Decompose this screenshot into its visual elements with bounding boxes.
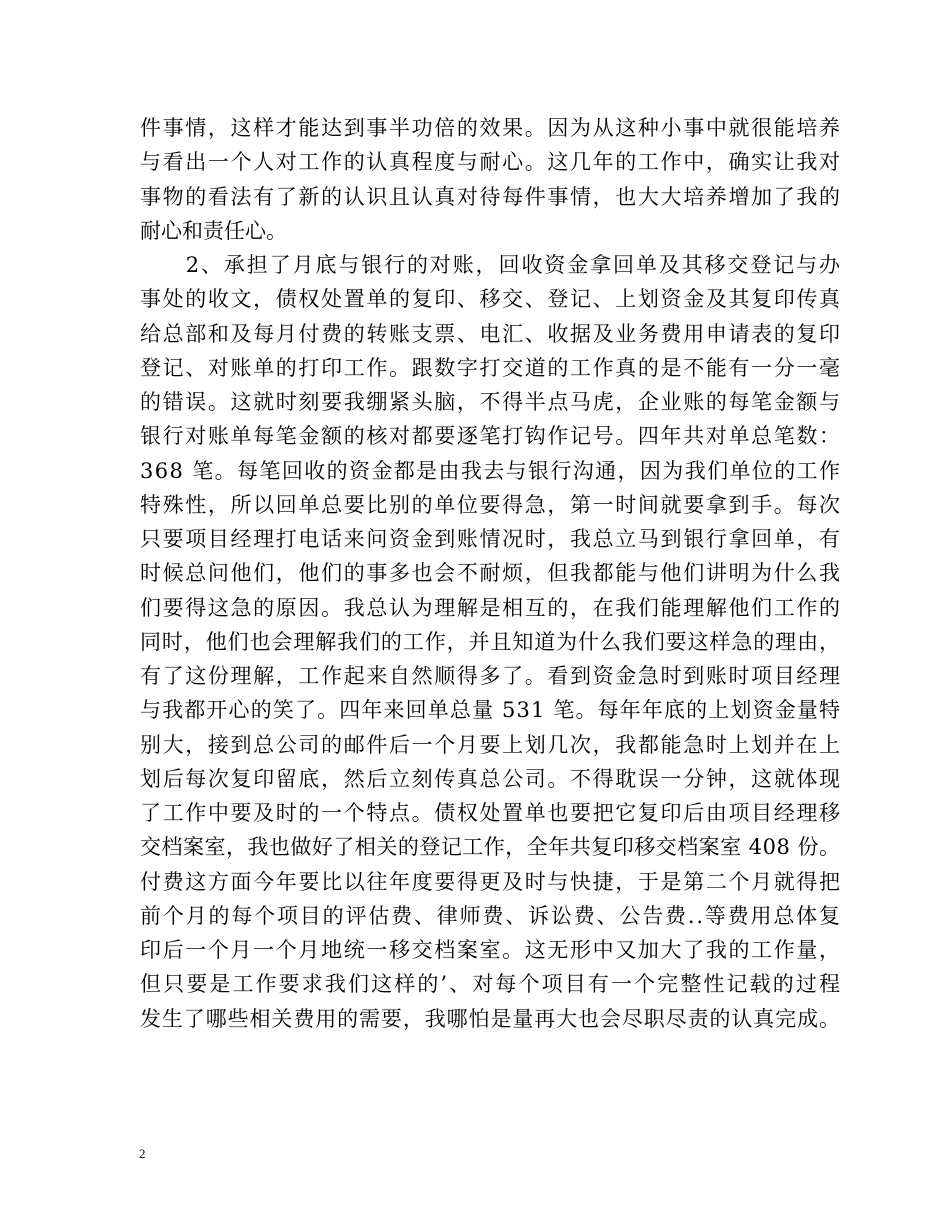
text-line: 别大，接到总公司的邮件后一个月要上划几次，我都能急时上划并在上 bbox=[140, 732, 842, 757]
text-line: 但只要是工作要求我们这样的’、对每个项目有一个完整性记载的过程 bbox=[140, 972, 843, 997]
text-line: 发生了哪些相关费用的需要，我哪怕是量再大也会尽职尽责的认真完成。 bbox=[140, 1006, 841, 1031]
text-line: 同时，他们也会理解我们的工作，并且知道为什么我们要这样急的理由， bbox=[140, 629, 841, 654]
text-line: 的错误。这就时刻要我绷紧头脑，不得半点马虎，企业账的每笔金额与 bbox=[140, 390, 842, 414]
text-line: 们要得这急的原因。我总认为理解是相互的，在我们能理解他们工作的 bbox=[140, 595, 842, 620]
text-line: 与看出一个人对工作的认真程度与耐心。这几年的工作中，确实让我对 bbox=[140, 150, 842, 175]
text-line: 银行对账单每笔金额的核对都要逐笔打钩作记号。四年共对单总笔数： bbox=[140, 424, 842, 449]
text-line: 了工作中要及时的一个特点。债权处置单也要把它复印后由项目经理移 bbox=[140, 801, 842, 825]
text-line: 耐心和责任心。 bbox=[140, 218, 287, 243]
text-line: 只要项目经理打电话来问资金到账情况时，我总立马到银行拿回单，有 bbox=[140, 527, 842, 551]
text-line: 有了这份理解，工作起来自然顺得多了。看到资金急时到账时项目经理 bbox=[140, 664, 842, 688]
text-line: 事物的看法有了新的认识且认真对待每件事情，也大大培养增加了我的 bbox=[140, 184, 842, 209]
page-number: 2 bbox=[139, 1146, 146, 1161]
text-line: 印后一个月一个月地统一移交档案室。这无形中又加大了我的工作量， bbox=[140, 938, 842, 962]
text-line: 登记、对账单的打印工作。跟数字打交道的工作真的是不能有一分一毫 bbox=[140, 355, 842, 380]
text-line: 时候总问他们，他们的事多也会不耐烦，但我都能与他们讲明为什么我 bbox=[140, 561, 842, 586]
text-line: 前个月的每个项目的评估费、律师费、诉讼费、公告费..等费用总体复 bbox=[140, 903, 842, 928]
text-line: 368 笔。每笔回收的资金都是由我去与银行沟通，因为我们单位的工作 bbox=[140, 458, 842, 483]
text-line: 付费这方面今年要比以往年度要得更及时与快捷，于是第二个月就得把 bbox=[140, 869, 842, 894]
text-line: 事处的收文，债权处置单的复印、移交、登记、上划资金及其复印传真 bbox=[140, 287, 842, 312]
text-line: 件事情，这样才能达到事半功倍的效果。因为从这种小事中就很能培养 bbox=[140, 116, 842, 140]
text-line: 特殊性，所以回单总要比别的单位要得急，第一时间就要拿到手。每次 bbox=[140, 492, 842, 517]
text-line: 交档案室，我也做好了相关的登记工作，全年共复印移交档案室 408 份。 bbox=[140, 835, 841, 860]
text-line: 与我都开心的笑了。四年来回单总量 531 笔。每年年底的上划资金量特 bbox=[140, 698, 842, 723]
text-line: 划后每次复印留底，然后立刻传真总公司。不得耽误一分钟，这就体现 bbox=[140, 766, 842, 791]
text-line: 2、承担了月底与银行的对账，回收资金拿回单及其移交登记与办 bbox=[140, 253, 842, 277]
text-line: 给总部和及每月付费的转账支票、电汇、收据及业务费用申请表的复印 bbox=[140, 321, 842, 346]
